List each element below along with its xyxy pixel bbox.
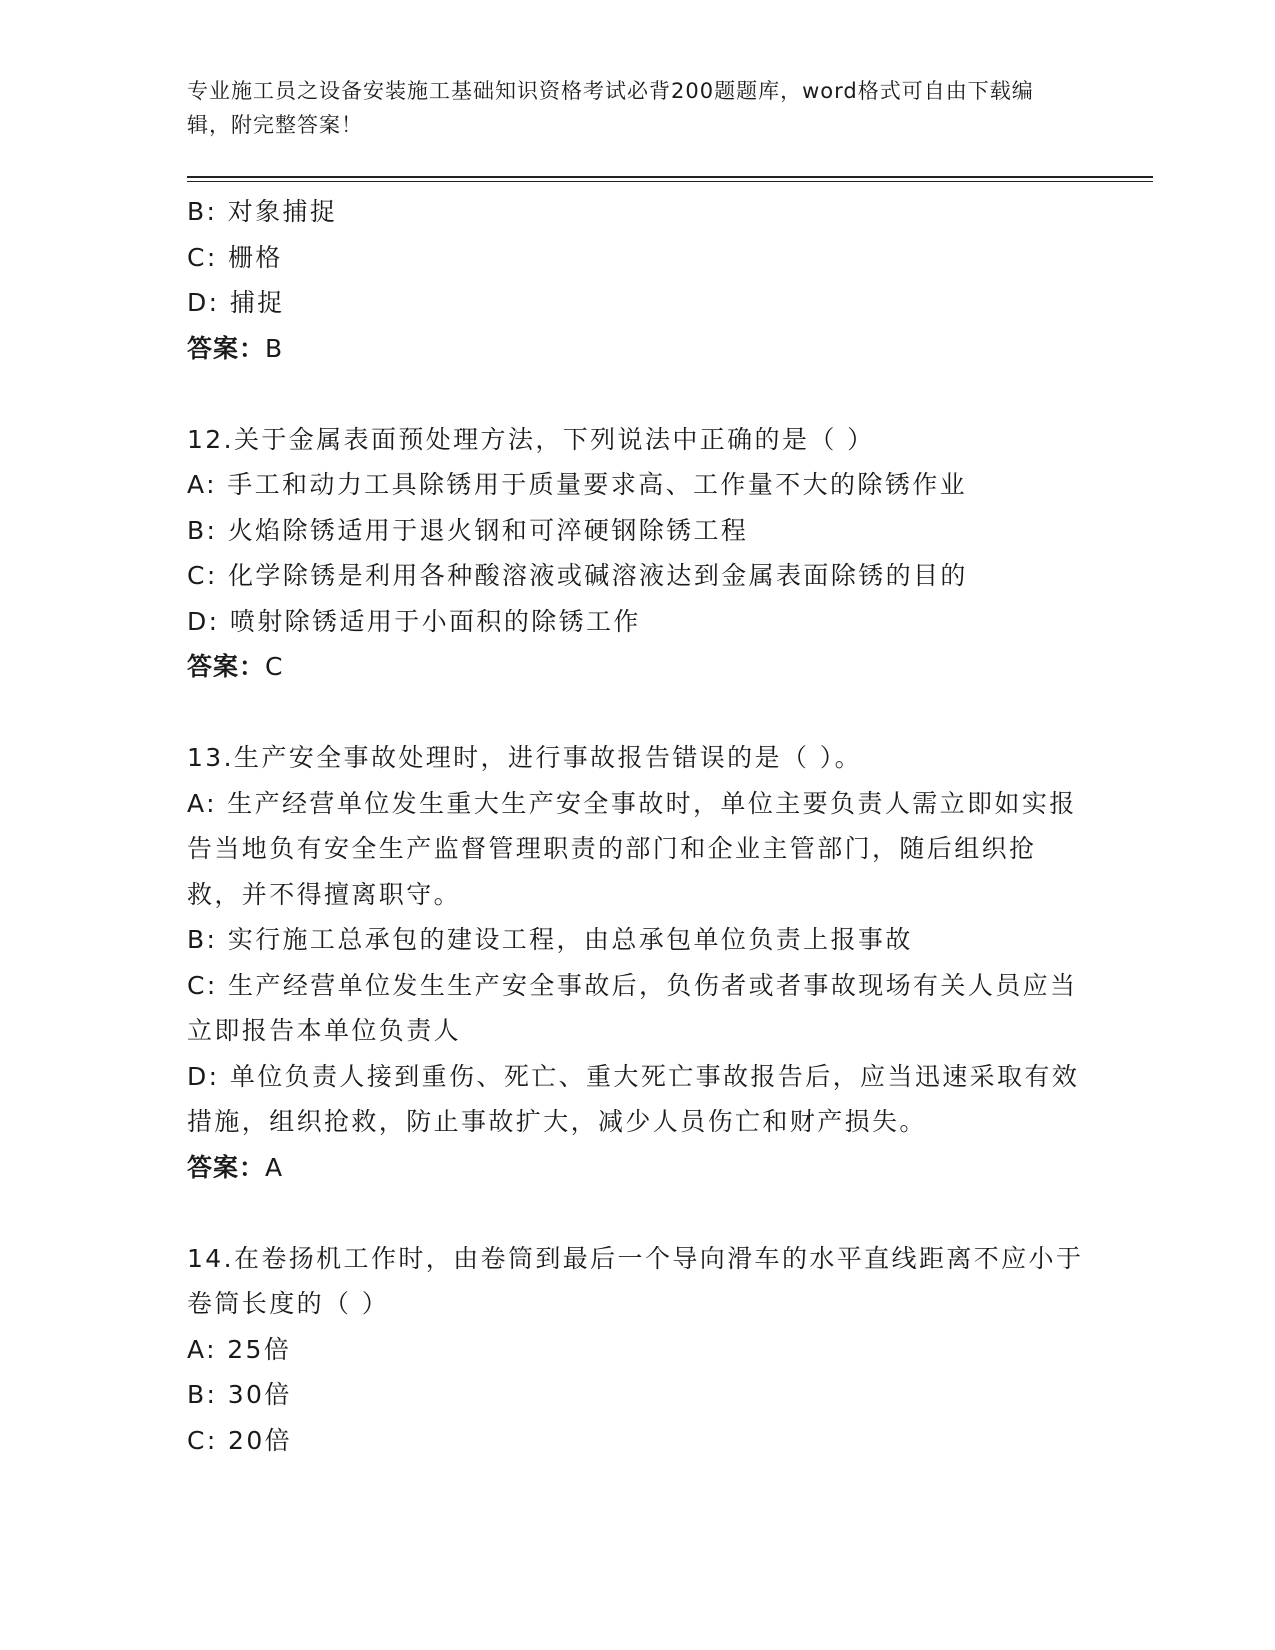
answer-line <box>187 1145 1087 1191</box>
question-stem: 13.生产安全事故处理时，进行事故报告错误的是（ ）。 <box>187 743 863 772</box>
answer-value: C <box>265 652 284 681</box>
option-b: B: 实行施工总承包的建设工程，由总承包单位负责上报事故 <box>187 925 913 954</box>
option-a: A: 25倍 <box>187 1334 292 1364</box>
option-b: B: 火焰除锈适用于退火钢和可淬硬钢除锈工程 <box>187 515 749 545</box>
answer-label: 答案： <box>187 333 266 363</box>
header-divider-thin <box>187 181 1153 182</box>
answer-label: 答案： <box>187 1152 266 1182</box>
question-11-continued <box>187 189 1087 371</box>
option-a: A: 生产经营单位发生重大生产安全事故时，单位主要负责人需立即如实报告当地负有安全生产监督管理职责的部门和企业主管部门，随后组织抢救，并不得擅离职守。 <box>187 788 1077 909</box>
question-stem: 14.在卷扬机工作时，由卷筒到最后一个导向滑车的水平直线距离不应小于卷筒长度的（ ） <box>187 1243 1084 1318</box>
option-b: B: 对象捕捉 <box>187 197 338 226</box>
document-header: 专业施工员之设备安装施工基础知识资格考试必背200题题库，word格式可自由下载编辑，附完整答案！ <box>187 79 1034 137</box>
answer-label: 答案： <box>187 652 266 681</box>
option-d: D: 单位负责人接到重伤、死亡、重大死亡事故报告后，应当迅速采取有效措施，组织抢救，防止事故扩大，减少人员伤亡和财产损失。 <box>187 1061 1080 1136</box>
spacer <box>187 371 1087 417</box>
answer-value: B <box>265 333 284 363</box>
option-d: D: 喷射除锈适用于小面积的除锈工作 <box>187 606 641 636</box>
option-d: D: 捕捉 <box>187 288 285 317</box>
question-content <box>187 189 1087 1463</box>
question-12 <box>187 417 1087 690</box>
option-c: C: 栅格 <box>187 242 283 272</box>
question-stem: 12.关于金属表面预处理方法，下列说法中正确的是（ ） <box>187 424 875 454</box>
answer-line <box>187 644 1087 690</box>
option-c: C: 20倍 <box>187 1425 293 1455</box>
option-c: C: 生产经营单位发生生产安全事故后，负伤者或者事故现场有关人员应当立即报告本单位负责人 <box>187 970 1078 1045</box>
spacer <box>187 1190 1087 1236</box>
answer-value: A <box>265 1152 284 1182</box>
question-13 <box>187 735 1087 1190</box>
option-a: A: 手工和动力工具除锈用于质量要求高、工作量不大的除锈作业 <box>187 470 968 499</box>
spacer <box>187 690 1087 736</box>
question-14 <box>187 1236 1087 1464</box>
header-divider-thick <box>187 176 1153 178</box>
option-c: C: 化学除锈是利用各种酸溶液或碱溶液达到金属表面除锈的目的 <box>187 561 968 590</box>
option-b: B: 30倍 <box>187 1380 292 1409</box>
answer-line <box>187 326 1087 372</box>
